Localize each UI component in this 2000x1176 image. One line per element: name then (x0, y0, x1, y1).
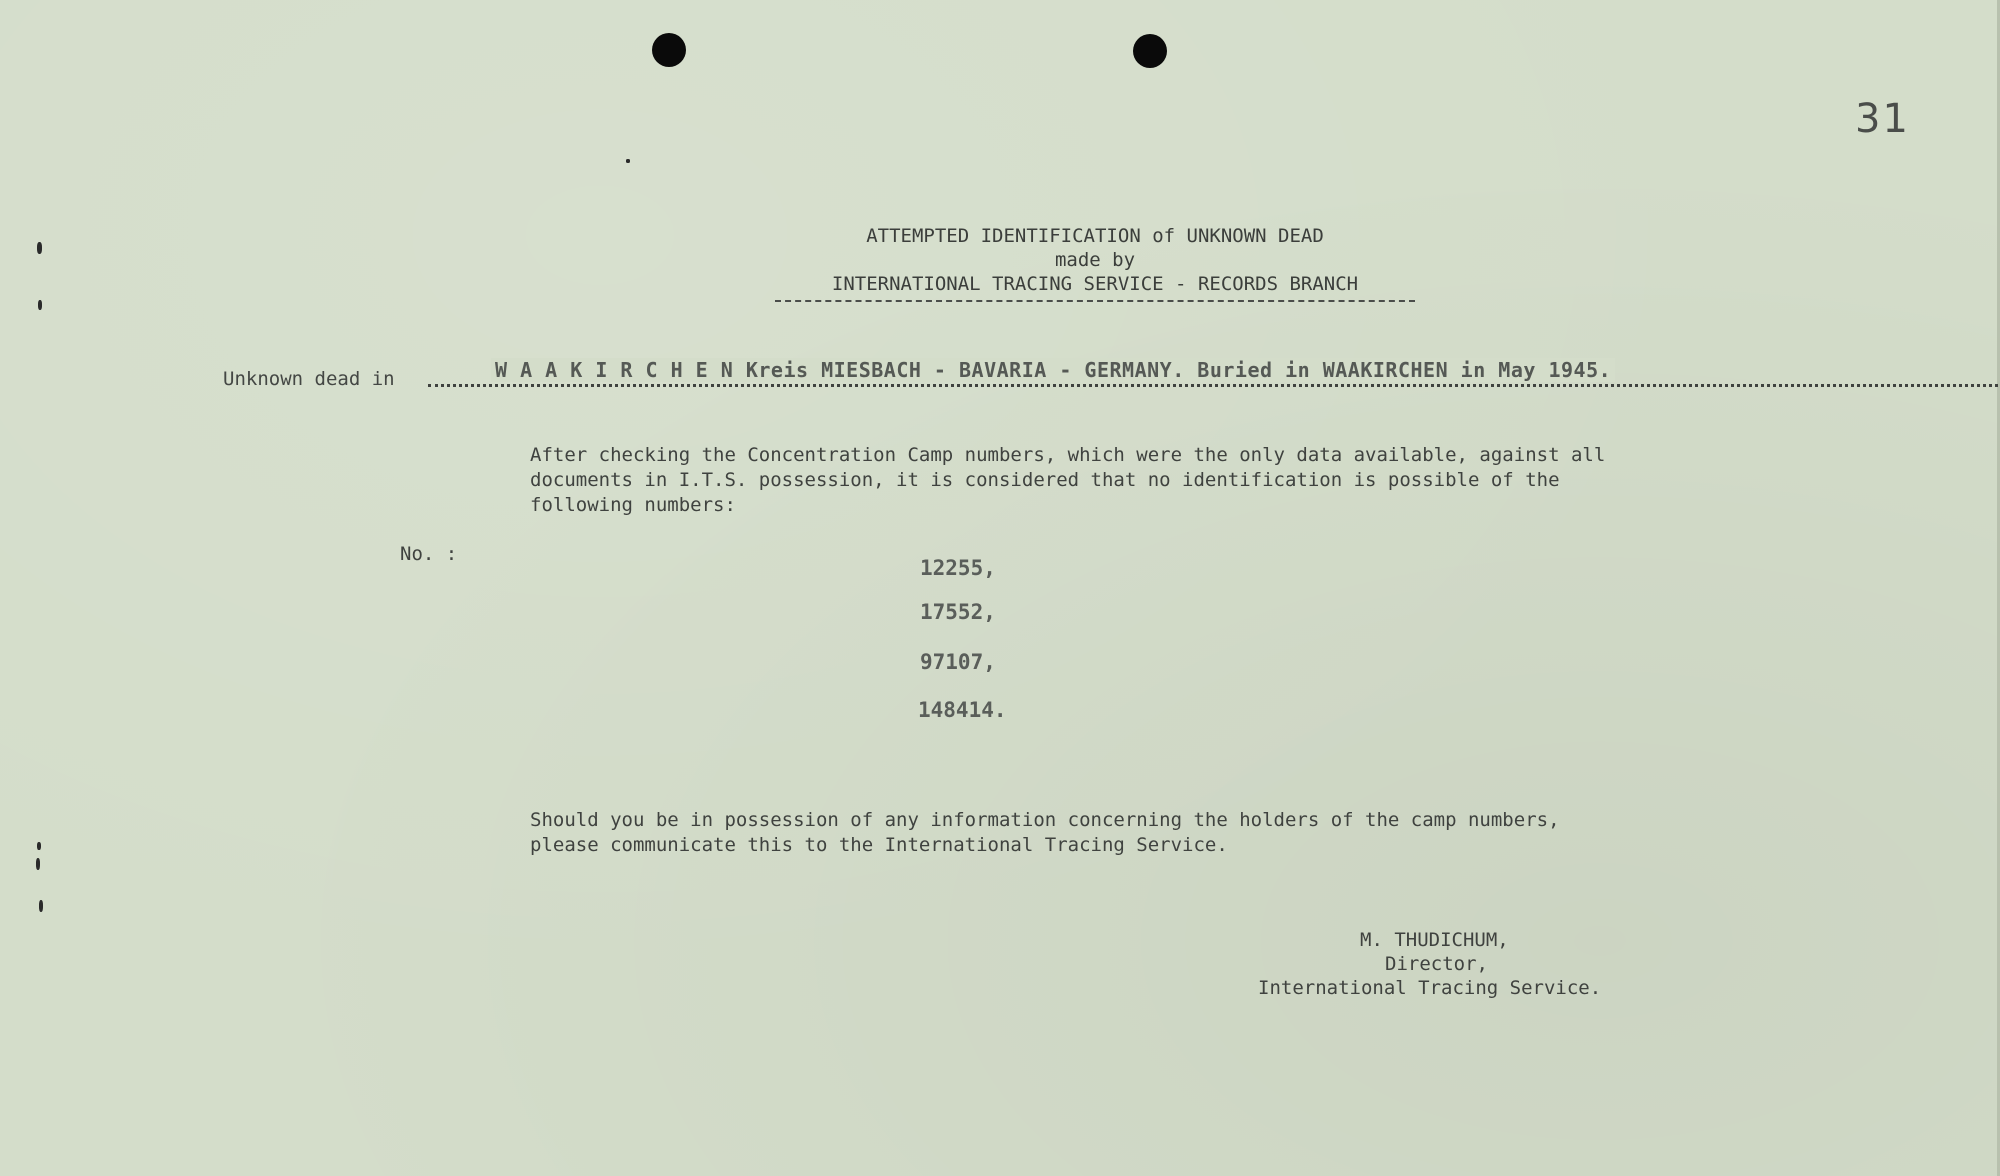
closing-line-2: please communicate this to the International Tracing Service. (530, 834, 1228, 856)
punch-hole-right (1133, 34, 1167, 68)
camp-number: 12255, (920, 556, 996, 580)
location-label: Unknown dead in (223, 368, 395, 390)
numbers-label: No. : (400, 543, 458, 565)
intro-line-2: documents in I.T.S. possession, it is considered that no identification is possible of the (530, 469, 1560, 491)
location-line (223, 358, 1998, 392)
signatory-name: M. THUDICHUM, (1360, 929, 1509, 951)
signature-block (1220, 928, 1640, 1000)
margin-mark (36, 858, 40, 870)
document-heading (690, 224, 1500, 302)
signatory-title: Director, (1385, 953, 1488, 975)
location-place: W A A K I R C H E N Kreis MIESBACH - BAVARIA - GERMANY. Buried in WAAKIRCHEN in May 1945. (491, 358, 1615, 382)
intro-line-3: following numbers: (530, 494, 736, 516)
closing-line-1: Should you be in possession of any information concerning the holders of the camp numbers, (530, 809, 1560, 831)
margin-mark (38, 300, 42, 310)
margin-mark (39, 900, 43, 912)
page-number: 31 (1855, 96, 1910, 142)
closing-paragraph (530, 808, 1560, 858)
heading-rule (775, 300, 1415, 302)
camp-number: 148414. (918, 698, 1007, 722)
margin-mark (626, 159, 630, 163)
camp-number: 97107, (920, 650, 996, 674)
heading-line-2: made by (1054, 249, 1136, 271)
intro-line-1: After checking the Concentration Camp numbers, which were the only data available, against all (530, 444, 1606, 466)
heading-line-3: INTERNATIONAL TRACING SERVICE - RECORDS BRANCH (831, 273, 1359, 295)
dotted-leader (428, 384, 1998, 387)
signatory-organization: International Tracing Service. (1258, 977, 1602, 999)
heading-line-1: ATTEMPTED IDENTIFICATION of UNKNOWN DEAD (866, 225, 1324, 247)
punch-hole-left (652, 33, 686, 67)
margin-mark (37, 242, 42, 254)
margin-mark (37, 842, 41, 850)
intro-paragraph (530, 443, 1605, 518)
camp-number: 17552, (920, 600, 996, 624)
